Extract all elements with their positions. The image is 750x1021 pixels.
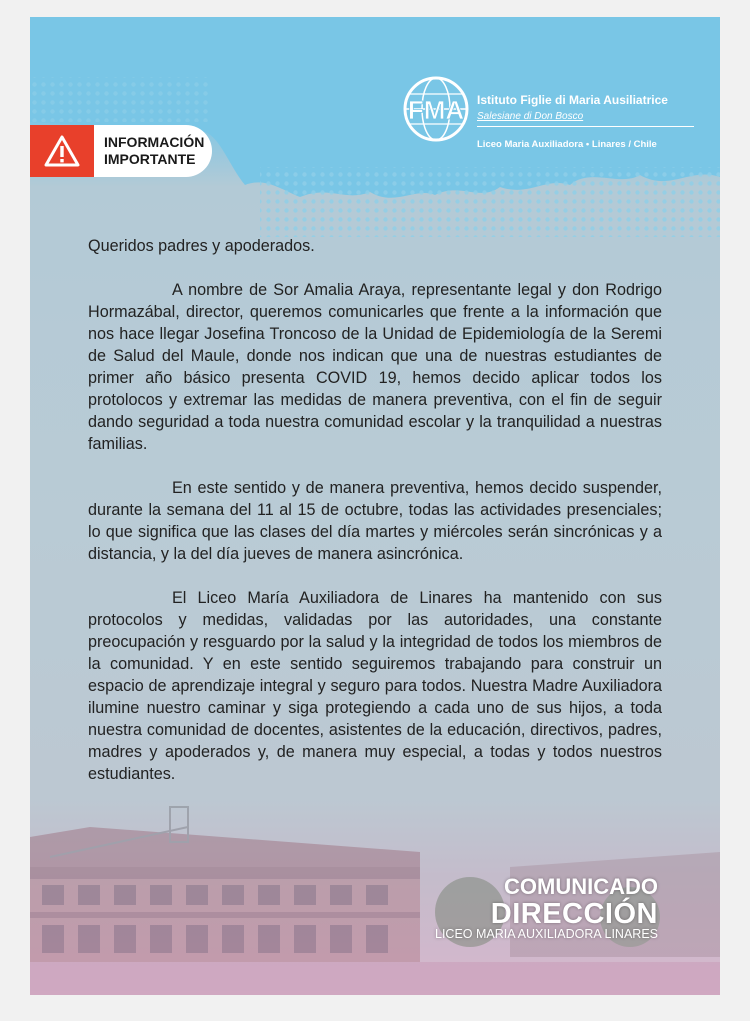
- badge-label: INFORMACIÓN IMPORTANTE: [104, 134, 205, 167]
- institute-name: Istituto Figlie di Maria Ausiliatrice: [477, 93, 668, 107]
- school-location: Liceo Maria Auxiliadora • Linares / Chile: [477, 139, 657, 150]
- logo-letters: FMA: [407, 95, 465, 125]
- institute-subtitle: Salesiane di Don Bosco: [477, 111, 584, 122]
- footer-title-direccion: DIRECCIÓN: [490, 898, 658, 930]
- letter-body: [88, 235, 662, 807]
- paragraph-2: En este sentido y de manera preventiva, hemos decido suspender, durante la semana del 11 al 15 de octubre, todas las actividades presenciales; lo que significa que las clases del día martes y miércoles serán sincrónicas y a distancia, y la del día jueves de manera asincrónica.: [88, 479, 662, 563]
- header-divider: [477, 126, 694, 127]
- paragraph-3: El Liceo María Auxiliadora de Linares ha mantenido con sus protocolos y medidas, validadas por las autoridades, una constante preocupación y resguardo por la salud y la integridad de todos los miembros de la comunidad. Y en este sentido seguiremos trabajando para construir un espacio de aprendizaje integral y seguro para todos. Nuestra Madre Auxiliadora ilumine nuestro caminar y siga protegiendo a cada uno de sus hijos, a toda nuestra comunidad de docentes, asistentes de la educación, directivos, padres, madres y apoderados y, de manera muy especial, a todas y todos nuestros estudiantes.: [88, 589, 662, 783]
- paragraph-1: A nombre de Sor Amalia Araya, representante legal y don Rodrigo Hormazábal, director, queremos comunicarles que frente a la información que nos hace llegar Josefina Troncoso de la Unidad de Epidemiología de la Seremi de Salud del Maule, donde nos indican que una de nuestras estudiantes de primer año básico presenta COVID 19, hemos decido aplicar todos los protolocos y extremar las medidas de manera preventiva, con el fin de seguir dando seguridad a toda nuestra comunidad escolar y la tranquilidad a nuestras familias.: [88, 281, 662, 453]
- greeting: Queridos padres y apoderados.: [88, 237, 315, 255]
- footer-school-name: LICEO MARIA AUXILIADORA LINARES: [435, 927, 658, 941]
- warning-icon: [30, 125, 94, 177]
- letter-page: [30, 17, 720, 995]
- important-info-badge: [30, 125, 212, 177]
- fma-logo: [401, 74, 471, 144]
- footer-title-comunicado: COMUNICADO: [504, 874, 658, 899]
